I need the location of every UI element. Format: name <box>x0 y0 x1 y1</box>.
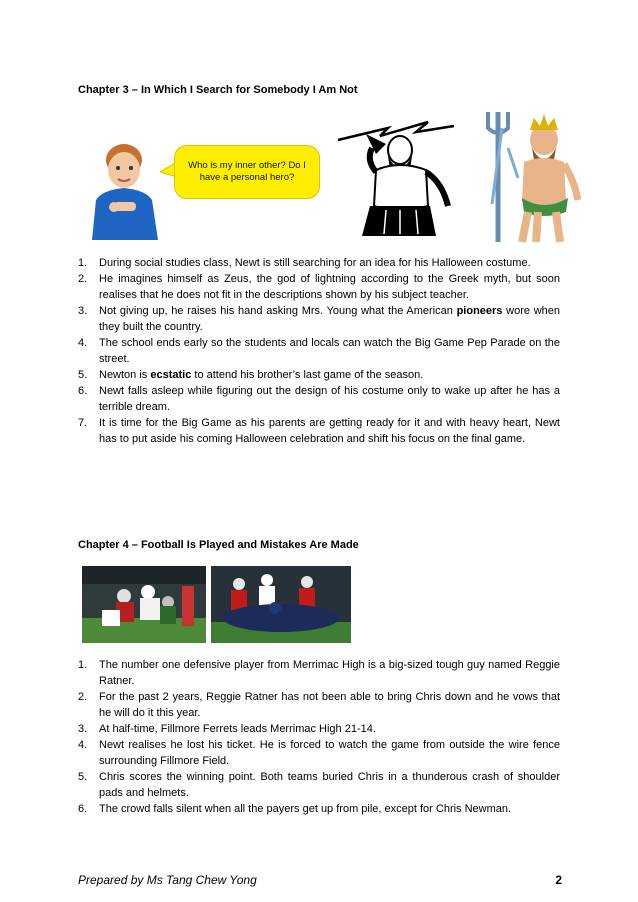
list-item <box>78 689 560 721</box>
zeus-illustration <box>336 110 456 238</box>
list-item <box>78 415 560 447</box>
list-item-text: For the past 2 years, Reggie Ratner has not been able to bring Chris down and he vows that he will do it this year. <box>99 691 560 719</box>
speech-bubble <box>174 145 320 199</box>
list-item <box>78 335 560 367</box>
list-item-text: to attend his brother’s last game of the season. <box>191 369 424 381</box>
list-item-number: 1. <box>78 257 88 269</box>
footer-prepared-by: Prepared by Ms Tang Chew Yong <box>78 873 257 887</box>
chapter-3-events-list <box>78 255 560 447</box>
list-item <box>78 255 560 271</box>
list-item-text: Newt realises he lost his ticket. He is forced to watch the game from outside the wire fence surrounding Fillmore Field. <box>99 739 560 767</box>
list-item <box>78 303 560 335</box>
list-item-number: 7. <box>78 417 88 429</box>
list-item <box>78 801 560 817</box>
football-tackle-photo-1 <box>82 566 206 643</box>
list-item-text: The school ends early so the students and locals can watch the Big Game Pep Parade on the street. <box>99 337 560 365</box>
list-item <box>78 657 560 689</box>
speech-bubble-text: Who is my inner other? Do I have a personal hero? <box>188 160 306 183</box>
list-item-text: Newton is <box>99 369 151 381</box>
list-item-number: 2. <box>78 691 88 703</box>
list-item <box>78 769 560 801</box>
list-item-text: He imagines himself as Zeus, the god of lightning according to the Greek myth, but soon realises that he does not fit in the descriptions shown by his subject teacher. <box>99 273 560 301</box>
list-item-number: 4. <box>78 739 88 751</box>
football-pileup-photo-2 <box>211 566 351 643</box>
list-item-number: 6. <box>78 803 88 815</box>
list-item-number: 3. <box>78 723 88 735</box>
list-item-text: Chris scores the winning point. Both teams buried Chris in a thunderous crash of shoulder pads and helmets. <box>99 771 560 799</box>
list-item-text: It is time for the Big Game as his parents are getting ready for it and with heavy heart, Newt has to put aside his coming Halloween celebration and shift his focus on the final game. <box>99 417 560 445</box>
list-item-number: 5. <box>78 369 88 381</box>
list-item-text: At half-time, Fillmore Ferrets leads Merrimac High 21-14. <box>99 723 376 735</box>
list-item-text: Newt falls asleep while figuring out the design of his costume only to wake up after he has a terrible dream. <box>99 385 560 413</box>
list-item-number: 1. <box>78 659 88 671</box>
list-item-text: The number one defensive player from Merrimac High is a big-sized tough guy named Reggie Ratner. <box>99 659 560 687</box>
list-item <box>78 737 560 769</box>
poseidon-illustration <box>478 108 582 246</box>
list-item-number: 5. <box>78 771 88 783</box>
chapter-3-heading: Chapter 3 – In Which I Search for Somebody I Am Not <box>78 84 358 96</box>
list-item <box>78 367 560 383</box>
vocabulary-word: ecstatic <box>150 369 192 381</box>
vocabulary-word: pioneers <box>456 305 503 317</box>
chapter-4-events-list <box>78 657 560 817</box>
list-item-number: 6. <box>78 385 88 397</box>
list-item <box>78 383 560 415</box>
list-item-number: 2. <box>78 273 88 285</box>
list-item-text: The crowd falls silent when all the payers get up from pile, except for Chris Newman. <box>99 803 512 815</box>
list-item-number: 3. <box>78 305 88 317</box>
page-number: 2 <box>555 873 562 887</box>
list-item <box>78 721 560 737</box>
list-item-text: During social studies class, Newt is still searching for an idea for his Halloween costume. <box>99 257 531 269</box>
list-item-text: Not giving up, he raises his hand asking Mrs. Young what the American <box>99 305 457 317</box>
list-item-number: 4. <box>78 337 88 349</box>
list-item-text: wore when they built the country. <box>99 305 560 333</box>
list-item <box>78 271 560 303</box>
chapter-4-heading: Chapter 4 – Football Is Played and Mistakes Are Made <box>78 539 359 551</box>
boy-thinking-illustration <box>84 138 168 240</box>
